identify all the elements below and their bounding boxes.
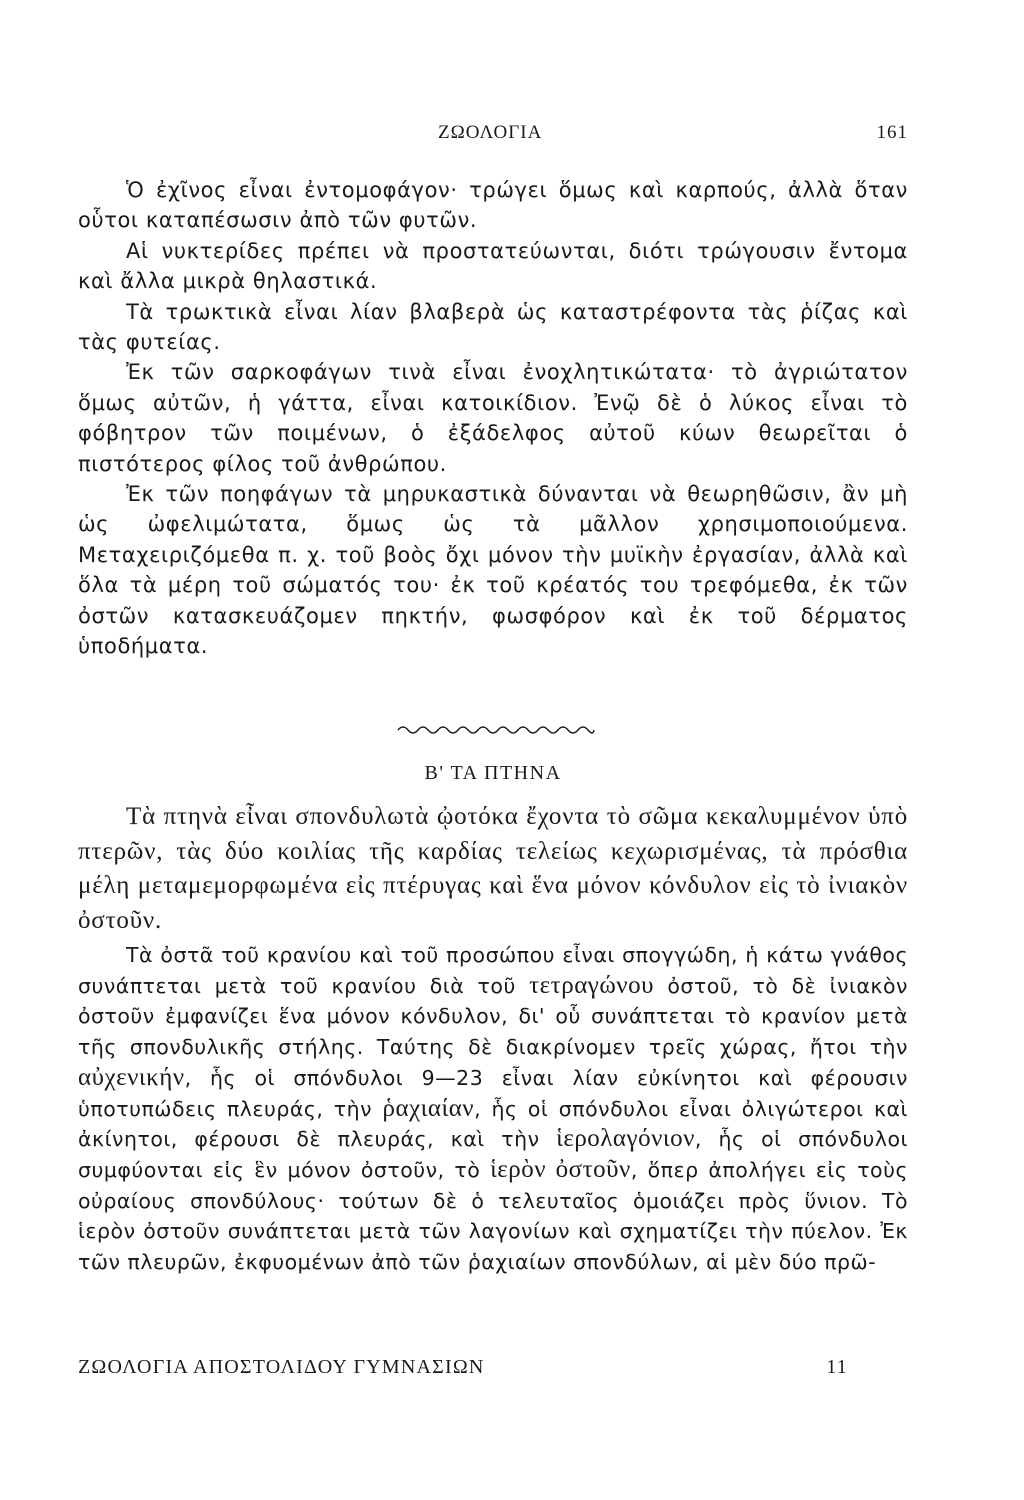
text-run: , ἧς οἱ σπόνδυλοι συμφύονται εἰς ἓν μόνον ὀστοῦν, τὸ [78, 1127, 908, 1182]
definition-paragraph-section [78, 800, 908, 938]
paragraph-rodents: Τὰ τρωκτικὰ εἶναι λίαν βλαβερὰ ὡς καταστρέφοντα τὰς ῥίζας καὶ τὰς φυτείας. [78, 299, 908, 355]
text-run: , ἧς οἱ σπόνδυλοι 9—23 εἶναι λίαν εὐκίνητοι καὶ φέρουσιν ὑποτυπώδεις πλευράς, τὴν [78, 1065, 908, 1121]
term-ieron-ostoun: ἱερὸν ὀστοῦν [490, 1155, 631, 1183]
paragraph-echinos: Ὁ ἐχῖνος εἶναι ἐντομοφάγον· τρώγει ὅμως καὶ καρπούς, ἀλλὰ ὅταν οὗτοι καταπέσωσιν ἀπὸ τῶν φυτῶν. [78, 178, 908, 233]
page-footer [78, 1356, 908, 1386]
page-number: 161 [876, 122, 908, 143]
term-ierolagonion: ἱερολαγόνιον [556, 1125, 695, 1153]
term-tetragonou: τετραγώνου [529, 971, 654, 999]
text-run: ὀστοῦ, τὸ δὲ ἰνιακὸν ὀστοῦν ἐμφανίζει ἕνα μόνον κόνδυλον, δι' οὗ συνάπτεται τὸ κρανίον μετὰ τῆς σπονδυλικῆς στήλης. Ταύτης δὲ διακρίνομεν τρεῖς χώρας, ἤτοι τὴν [78, 973, 908, 1060]
text-run: Τὰ ὀστᾶ τοῦ κρανίου καὶ τοῦ προσώπου εἶναι σπογγώδη, ἡ κάτω γνάθος συνάπτεται μετὰ τοῦ κρανίου διὰ τοῦ [78, 943, 908, 998]
skeleton-description-section [78, 940, 908, 1278]
term-auchenikin: αὐχενικήν [78, 1063, 185, 1091]
running-head [78, 122, 908, 152]
section-heading: Β' ΤΑ ΠΤΗΝΑ [424, 762, 562, 784]
paragraph-carnivores: Ἐκ τῶν σαρκοφάγων τινὰ εἶναι ἐνοχλητικώτατα· τὸ ἀγριώτατον ὅμως αὐτῶν, ἡ γάττα, εἶναι κατοικίδιον. Ἐνῷ δὲ ὁ λύκος εἶναι τὸ φόβητρον τῶν ποιμένων, ὁ ἐξάδελφος αὐτοῦ κύων θεωρεῖται ὁ πιστότερος φίλος τοῦ ἀνθρώπου. [78, 360, 908, 476]
paragraph-birds-definition: Τὰ πτηνὰ εἶναι σπονδυλωτὰ ᾠοτόκα ἔχοντα τὸ σῶμα κεκαλυμμένον ὑπὸ πτερῶν, τὰς δύο κοιλίας τῆς καρδίας τελείως κεχωρισμένας, τὰ πρόσθια μέλη μεταμεμορφωμένα εἰς πτέρυγας καὶ ἕνα μόνον κόνδυλον εἰς τὸ ἰνιακὸν ὀστοῦν. [78, 803, 908, 934]
wavy-divider-ornament [396, 718, 596, 742]
paragraph-skeleton [78, 940, 908, 1278]
book-page [78, 0, 908, 1500]
running-head-title: ΖΩΟΛΟΓΙΑ [438, 122, 543, 143]
paragraph-ruminants: Ἐκ τῶν ποηφάγων τὰ μηρυκαστικὰ δύνανται νὰ θεωρηθῶσιν, ἂν μὴ ὡς ὠφελιμώτατα, ὅμως ὡς τὰ μᾶλλον χρησιμοποιούμενα. Μεταχειριζόμεθα π. χ. τοῦ βοὸς ὄχι μόνον τὴν μυϊκὴν ἐργασίαν, ἀλλὰ καὶ ὅλα τὰ μέρη τοῦ σώματός του· ἐκ τοῦ κρέατός του τρεφόμεθα, ἐκ τῶν ὀστῶν κατασκευάζομεν πηκτήν, φωσφόρον καὶ ἐκ τοῦ δέρματος ὑποδήματα. [78, 482, 908, 659]
text-run: , ἧς οἱ σπόνδυλοι εἶναι ὀλιγώτεροι καὶ ἀκίνητοι, φέρουσι δὲ πλευράς, καὶ τὴν [78, 1096, 908, 1152]
paragraph-bats: Αἱ νυκτερίδες πρέπει νὰ προστατεύωνται, διότι τρώγουσιν ἔντομα καὶ ἄλλα μικρὰ θηλαστικά. [78, 238, 908, 294]
term-rachiaian: ῥαχιαίαν [382, 1094, 475, 1122]
small-print-section [78, 175, 908, 662]
text-run: , ὅπερ ἀπολήγει εἰς τοὺς οὐραίους σπονδύλους· τούτων δὲ ὁ τελευταῖος ὁμοιάζει πρὸς ὕνιον. Τὸ ἱερὸν ὀστοῦν συνάπτεται μετὰ τῶν λαγονίων καὶ σχηματίζει τὴν πύελον. Ἐκ τῶν πλευρῶν, ἐκφυομένων ἀπὸ τῶν ῥαχιαίων σπονδύλων, αἱ μὲν δύο πρῶ- [78, 1157, 908, 1275]
footer-signature: ΖΩΟΛΟΓΙΑ ΑΠΟΣΤΟΛΙΔΟΥ ΓΥΜΝΑΣΙΩΝ [78, 1356, 485, 1378]
footer-sheet-number: 11 [826, 1356, 848, 1378]
